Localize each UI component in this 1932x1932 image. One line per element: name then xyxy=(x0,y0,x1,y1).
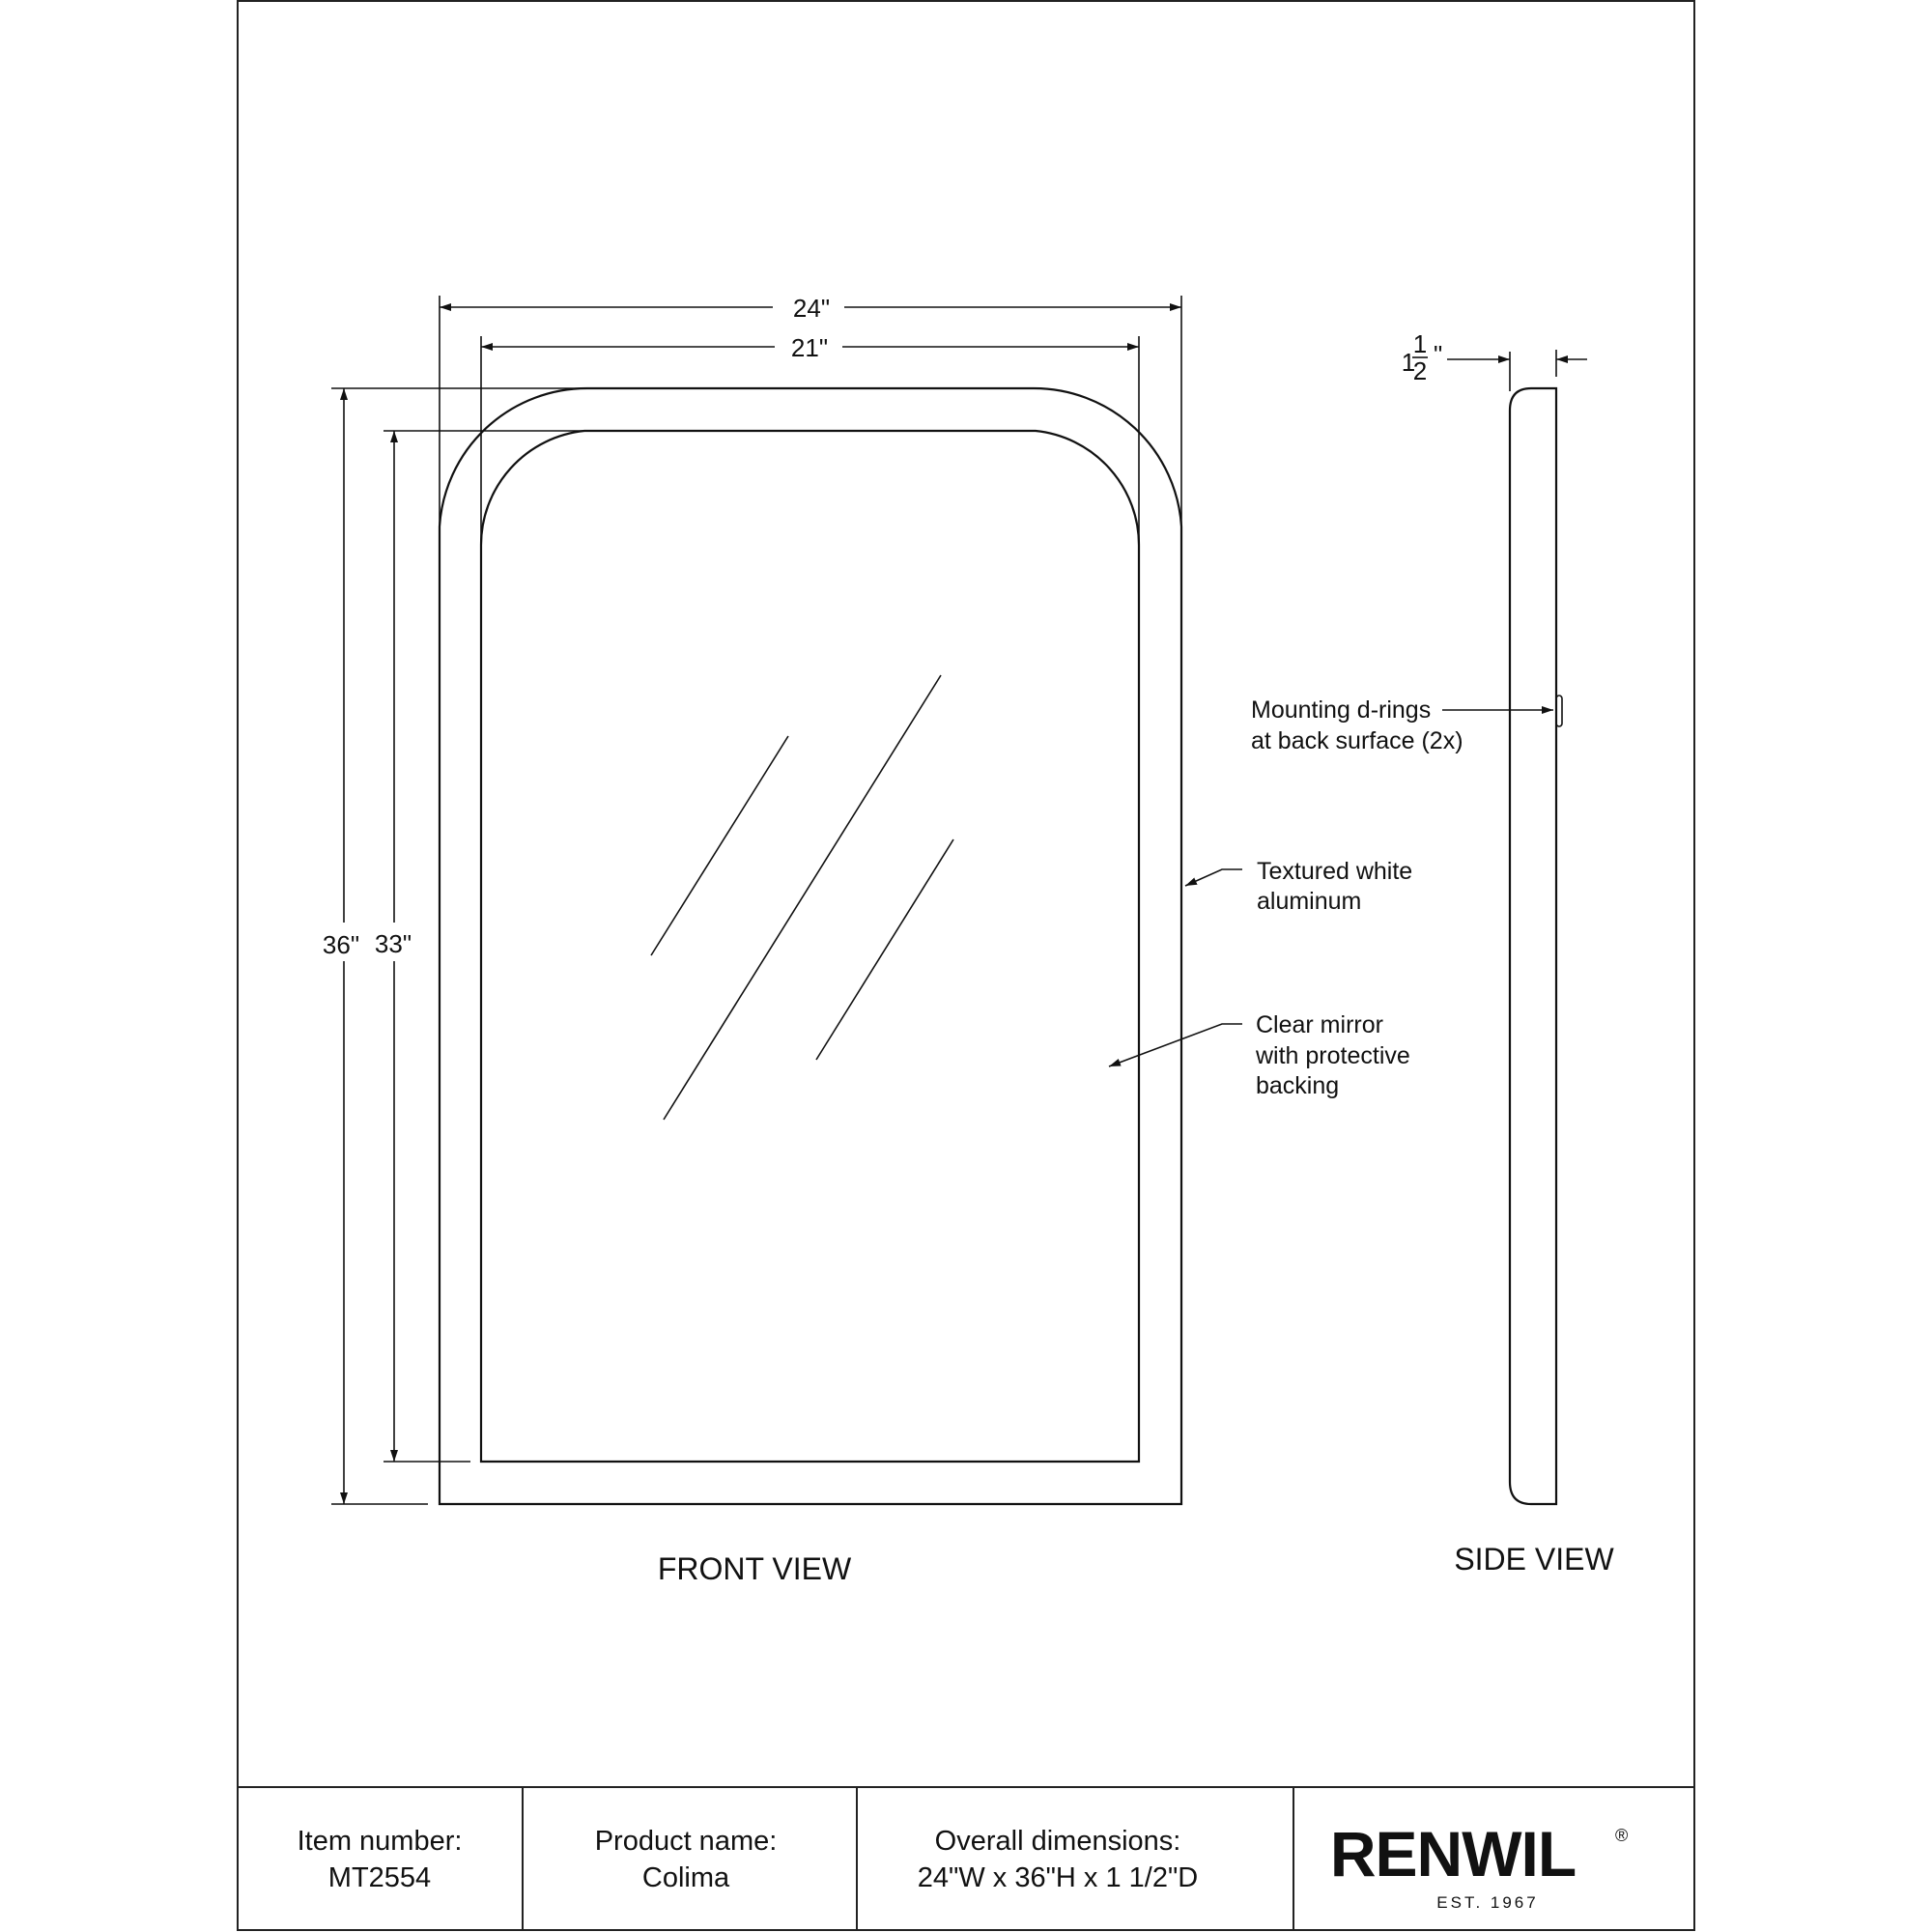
brand-registered-mark: ® xyxy=(1615,1826,1629,1845)
dimension-depth-whole: 1 xyxy=(1401,348,1416,377)
callout-mirror-line3: backing xyxy=(1256,1072,1340,1099)
dimension-outer-height: 36" xyxy=(322,930,360,959)
overall-dimensions-label: Overall dimensions: xyxy=(934,1826,1181,1857)
glass-reflection-line xyxy=(651,736,788,955)
callout-mirror-line2: with protective xyxy=(1256,1042,1410,1069)
glass-reflection-line xyxy=(816,839,953,1060)
brand-tagline: EST. 1967 xyxy=(1436,1893,1539,1912)
dimension-inner-width: 21" xyxy=(790,333,829,362)
front-view-label: FRONT VIEW xyxy=(657,1551,852,1586)
dimension-inner-height: 33" xyxy=(374,929,412,958)
leader-arrow xyxy=(1109,1024,1242,1066)
frame-outer-outline xyxy=(440,388,1181,1504)
item-number-value: MT2554 xyxy=(327,1862,432,1893)
title-block xyxy=(298,1818,1629,1912)
side-profile-outline xyxy=(1510,388,1556,1504)
product-name-label: Product name: xyxy=(594,1826,778,1857)
leader-arrow xyxy=(1185,869,1242,886)
mirror-glass-outline xyxy=(481,431,1139,1462)
item-number-label: Item number: xyxy=(297,1826,463,1857)
side-view xyxy=(1402,329,1615,1577)
front-view xyxy=(323,294,1181,1586)
callout-mounting-line2: at back surface (2x) xyxy=(1251,727,1463,754)
brand-logo: RENWIL xyxy=(1329,1818,1577,1889)
callout-frame-line2: aluminum xyxy=(1257,888,1362,915)
callout-mounting xyxy=(1251,696,1553,754)
product-name-value: Colima xyxy=(641,1862,730,1893)
dimension-outer-width: 24" xyxy=(792,294,831,323)
callout-mounting-line1: Mounting d-rings xyxy=(1251,696,1432,724)
sheet-border xyxy=(238,1,1694,1930)
dimension-depth-denominator: 2 xyxy=(1412,356,1428,385)
callout-mirror xyxy=(1109,1011,1410,1099)
overall-dimensions-value: 24"W x 36"H x 1 1/2"D xyxy=(917,1862,1199,1893)
glass-reflection-line xyxy=(664,675,941,1120)
dimension-depth-numerator: 1 xyxy=(1412,329,1428,358)
dimension-depth-unit: " xyxy=(1434,340,1443,369)
side-view-label: SIDE VIEW xyxy=(1454,1542,1614,1577)
callout-frame-line1: Textured white xyxy=(1257,858,1413,885)
callout-mirror-line1: Clear mirror xyxy=(1256,1011,1383,1038)
callout-frame-material xyxy=(1185,858,1412,915)
